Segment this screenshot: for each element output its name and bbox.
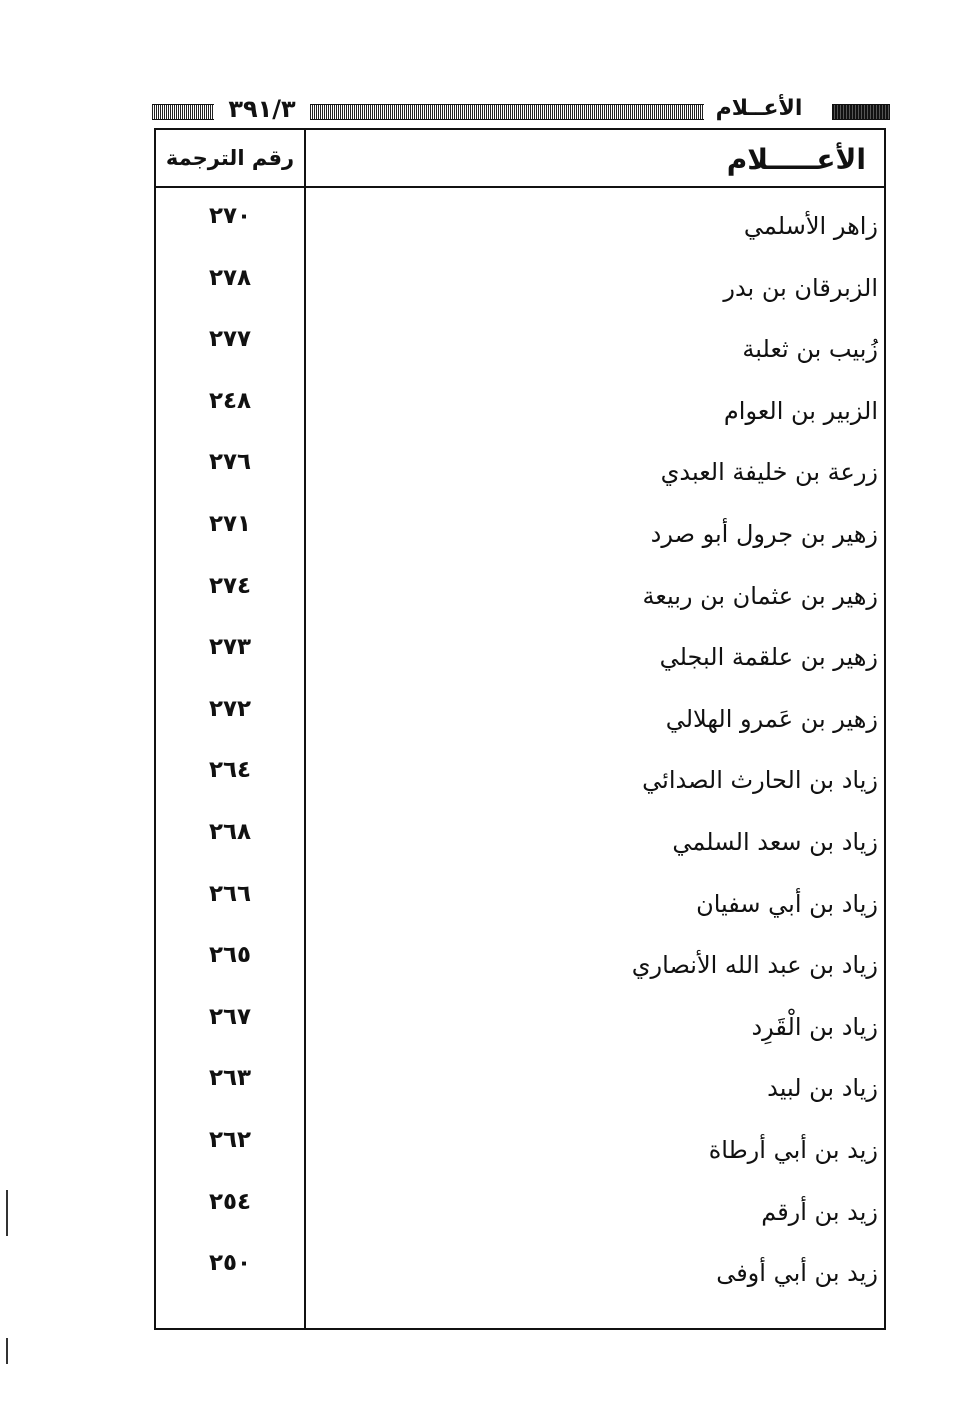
translation-number: ٢٧٣ [208,634,252,661]
index-table [154,128,886,1330]
person-name: زياد بن الحارث الصدائي [642,766,878,795]
table-row [156,1050,884,1112]
table-row [156,434,884,496]
table-row [156,989,884,1051]
translation-number: ٢٥٤ [208,1188,252,1215]
person-name: زهير بن عثمان بن ربيعة [642,581,878,610]
table-row [156,866,884,928]
table-row [156,742,884,804]
person-name: زيد بن أبي أرطاة [708,1135,878,1164]
table-row [156,496,884,558]
person-name: زاهر الأسلمي [743,212,878,240]
table-row [156,1174,884,1236]
page-reference: ٣٩١/٣ [228,95,296,123]
translation-number: ٢٧٤ [208,572,252,599]
table-row [156,558,884,620]
translation-number: ٢٤٨ [208,387,252,414]
table-row [156,373,884,435]
translation-number: ٢٥٠ [208,1250,252,1277]
table-row [156,311,884,373]
translation-number: ٢٦٨ [208,818,252,845]
translation-number: ٢٧٨ [208,264,252,291]
table-row [156,804,884,866]
translation-number: ٢٦٢ [208,1126,252,1153]
person-name: الزبير بن العوام [723,396,878,425]
person-name: زياد بن سعد السلمي [672,827,878,856]
translation-number: ٢٧١ [208,510,252,537]
person-name: زُبيب بن ثعلبة [742,335,878,364]
person-name: زيد بن أبي أوفى [716,1259,878,1288]
scan-mark [6,1338,8,1364]
table-row [156,681,884,743]
translation-number: ٢٧٧ [208,326,252,353]
translation-number: ٢٦٤ [208,757,252,784]
table-body [156,188,884,1297]
scan-mark [6,1190,8,1236]
person-name: الزبرقان بن بدر [723,273,878,302]
person-name: زياد بن لبيد [767,1074,878,1103]
column-header-translation-number: رقم الترجمة [165,146,295,170]
table-row [156,1235,884,1297]
person-name: زرعة بن خليفة العبدي [660,458,878,487]
table-row [156,1112,884,1174]
translation-number: ٢٧٦ [208,449,252,476]
table-row [156,927,884,989]
person-name: زهير بن عَمرو الهلالي [665,704,878,733]
person-name: زياد بن عبد الله الأنصاري [631,951,878,980]
header-ornament-left [152,104,214,120]
header-ornament-right [832,104,890,120]
table-row [156,250,884,312]
translation-number: ٢٧٢ [208,695,252,722]
person-name: زهير بن علقمة البجلي [659,643,878,672]
person-name: زهير بن جرول أبو صرد [650,519,878,548]
person-name: زياد بن الْقَرِد [751,1012,878,1041]
running-header [152,92,890,126]
person-name: زياد بن أبي سفيان [696,889,878,918]
running-title: الأعــلام [704,92,814,126]
translation-number: ٢٧٠ [208,203,252,229]
translation-number: ٢٦٧ [208,1003,252,1030]
translation-number: ٢٦٦ [208,880,252,907]
table-row [156,619,884,681]
translation-number: ٢٦٣ [208,1065,252,1092]
translation-number: ٢٦٥ [208,942,252,969]
person-name: زيد بن أرقم [761,1197,878,1226]
table-row [156,188,884,250]
column-header-names: الأعـــــلام [726,143,866,176]
